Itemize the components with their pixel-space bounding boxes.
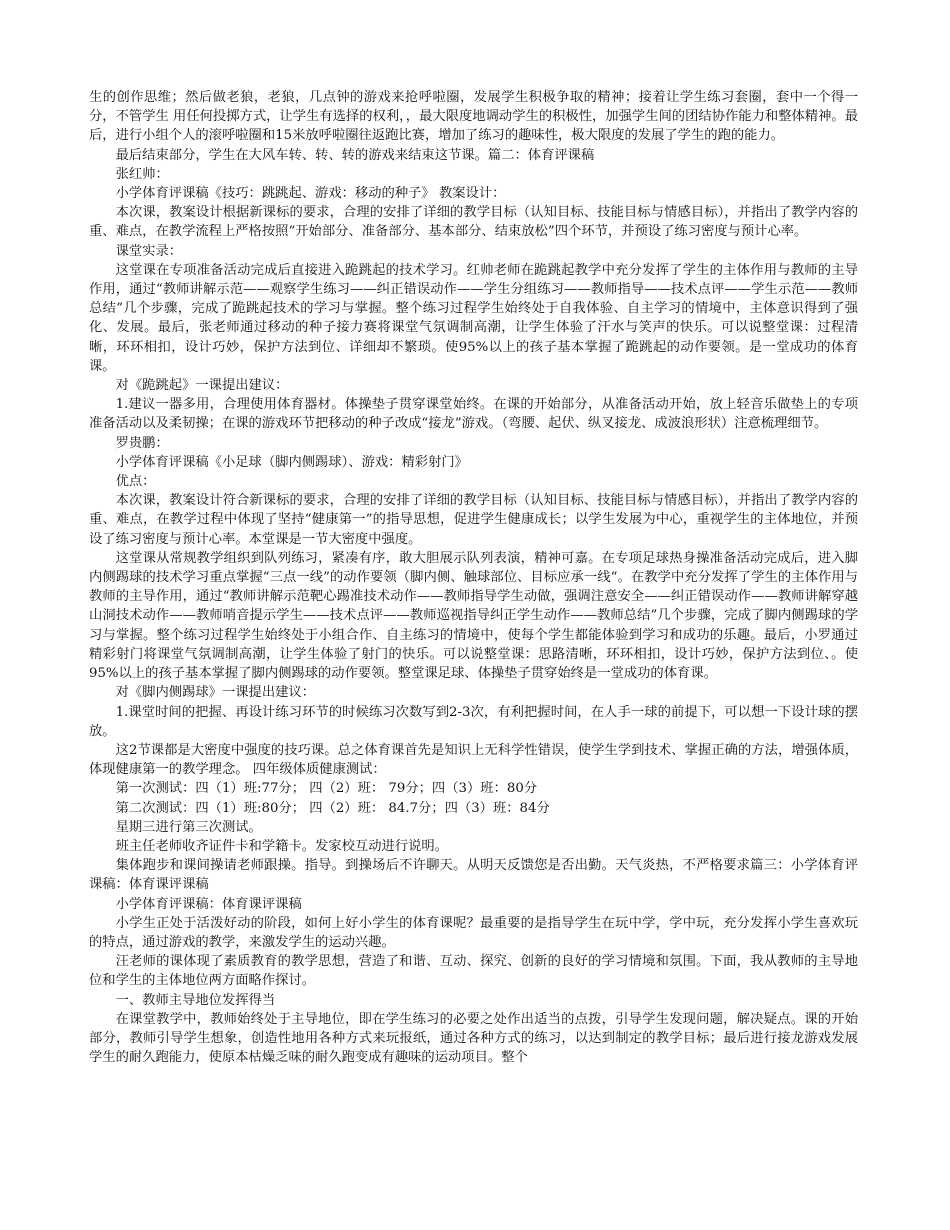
paragraph-lesson-plan-football: 本次课，教案设计符合新课标的要求，合理的安排了详细的教学目标（认知目标、技能目标与情感目标），并指出了教学内容的重、难点，在教学过程中体现了坚持“健康第一”的指导思想，促进学生健康成长；以学生发展为中心，重视学生的主体地位，并预设了练习密度与预计心率。本堂课是一节大密度中强度。 — [89, 493, 858, 547]
notice-exercise: 集体跑步和课间操请老师跟操。指导。到操场后不许聊天。从明天反馈您是否出勤。天气炎热，不严格要求篇三：小学体育评课稿：体育课评课稿 — [89, 858, 858, 893]
suggestion-item-equipment: 1.建议一器多用，合理使用体育器材。体操垫子贯穿课堂始终。在课的开始部分，从准备活动开始，放上轻音乐做垫上的专项准备活动以及柔韧操；在课的游戏环节把移动的种子改成“接龙”游戏。（弯腰、起伏、纵叉接龙、成波浪形状）注意梳理细节。 — [89, 397, 858, 432]
lesson-title-kneel-jump: 小学体育评课稿《技巧：跳跳起、游戏：移动的种子》 教案设计： — [115, 186, 506, 202]
section-label-strengths: 优点： — [115, 474, 156, 490]
notice-documents: 班主任老师收齐证件卡和学籍卡。发家校互动进行说明。 — [115, 838, 449, 854]
section-label-class-record: 课堂实录： — [115, 243, 183, 259]
notice-third-test: 星期三进行第三次测试。 — [115, 819, 262, 835]
paragraph-play-learning: 小学生正处于活泼好动的阶段，如何上好小学生的体育课呢？最重要的是指导学生在玩中学，学中玩，充分发挥小学生喜欢玩的特点，通过游戏的教学，来激发学生的运动兴趣。 — [89, 915, 858, 950]
reviewer-name-luo: 罗贵鹏： — [115, 435, 169, 451]
paragraph-lesson-plan: 本次课，教案设计根据新课标的要求，合理的安排了详细的教学目标（认知目标、技能目标与情感目标），并指出了教学内容的重、难点，在教学流程上严格按照“开始部分、准备部分、基本部分、结束放松”四个环节，并预设了练习密度与预计心率。 — [89, 205, 858, 240]
reviewer-name-zhang: 张红帅： — [115, 166, 169, 182]
test-result-second: 第二次测试：四（1）班:80分； 四（2）班： 84.7分；四（3）班：84分 — [115, 800, 550, 816]
paragraph-football-process: 这堂课从常规教学组织到队列练习，紧凑有序，敢大胆展示队列表演，精神可嘉。在专项足球热身操准备活动完成后，进入脚内侧踢球的技术学习重点掌握“三点一线”的动作要领（脚内侧、触球部位、目标应承一线“。在教学中充分发挥了学生的主体作用与教师的主导作用，通过“教师讲解示范靶心踢准技术动作——教师指导学生动做，强调注意安全——纠正错误动作——教师讲解穿越山洞技术动作——教师哨音提示学生——技术点评——教师巡视指导纠正学生动作——教师总结”几个步骤，完成了脚内侧踢球的学习与掌握。整个练习过程学生始终处于小组合作、自主练习的情境中，使每个学生都能体验到学习和成功的乐趣。最后，小罗通过精彩射门将课堂气氛调制高潮，让学生体验了射门的快乐。可以说整堂课：思路清晰，环环相扣，设计巧妙，保护方法到位、。使95%以上的孩子基本掌握了脚内侧踢球的动作要领。整堂课足球、体操垫子贯穿始终是一堂成功的体育课。 — [89, 550, 858, 682]
section-title-part-three: 小学体育评课稿：体育课评课稿 — [115, 896, 302, 912]
lesson-title-football: 小学体育评课稿《小足球（脚内侧踢球）、游戏：精彩射门》 — [115, 454, 468, 470]
suggestion-heading-kneel-jump: 对《跪跳起》一课提出建议： — [115, 378, 289, 394]
paragraph-teacher-wang: 汪老师的课体现了素质教育的教学思想，营造了和谐、互动、探究、创新的良好的学习情境和氛围。下面，我从教师的主导地位和学生的主体地位两方面略作探讨。 — [89, 954, 858, 989]
heading-teacher-leading-role: 一、教师主导地位发挥得当 — [115, 992, 276, 1008]
paragraph-class-record: 这堂课在专项准备活动完成后直接进入跪跳起的技术学习。红帅老师在跪跳起教学中充分发挥了学生的主体作用与教师的主导作用，通过“教师讲解示范——观察学生练习——纠正错误动作——学生分组练习——教师指导——技术点评——学生示范——教师总结”几个步骤，完成了跪跳起技术的学习与掌握。整个练习过程学生始终处于自我体验、自主学习的情境中，主体意识得到了强化、发展。最后，张老师通过移动的种子接力赛将课堂气氛调制高潮，让学生体验了汗水与笑声的快乐。可以说整堂课：过程清晰，环环相扣，设计巧妙，保护方法到位、详细却不繁琐。使95%以上的孩子基本掌握了跪跳起的动作要领。是一堂成功的体育课。 — [89, 262, 858, 374]
suggestion-heading-football: 对《脚内侧踢球》一课提出建议： — [115, 685, 316, 701]
paragraph-summary: 这2节课都是大密度中强度的技巧课。总之体育课首先是知识上无科学性错误，使学生学到技术、掌握正确的方法，增强体质，体现健康第一的教学理念。 四年级体质健康测试： — [89, 742, 858, 778]
paragraph-ending-part: 最后结束部分，学生在大风车转、转、转的游戏来结束这节课。篇二：体育评课稿 — [115, 147, 595, 163]
test-result-first: 第一次测试：四（1）班:77分； 四（2）班： 79分；四（3）班：80分 — [115, 781, 538, 797]
paragraph-intro-continuation: 生的创作思维；然后做老狼，老狼，几点钟的游戏来抢呼啦圈，发展学生积极争取的精神；接着让学生练习套圈，套中一个得一分，不管学生 用任何投掷方式，让学生有选择的权利，，最大限度地调动学生的积极性，加强学生间的团结协作能力和整体精神。最后，进行小组个人的滚呼啦圈和15米放呼啦圈往返跑比赛，增加了练习的趣味性，极大限度的发展了学生的跑的能力。 — [89, 90, 858, 144]
paragraph-teacher-guidance: 在课堂教学中，教师始终处于主导地位，即在学生练习的必要之处作出适当的点拨，引导学生发现问题，解决疑点。课的开始部分，教师引导学生想象，创造性地用各种方式来玩报纸，通过各种方式的练习，以达到制定的教学目标；最后进行接龙游戏发展学生的耐久跑能力，使原本枯燥乏味的耐久跑变成有趣味的运动项目。整个 — [89, 1011, 858, 1066]
suggestion-item-timing: 1.课堂时间的把握、再设计练习环节的时候练习次数写到2-3次，有利把握时间，在人手一球的前提下，可以想一下设计球的摆放。 — [89, 704, 858, 739]
